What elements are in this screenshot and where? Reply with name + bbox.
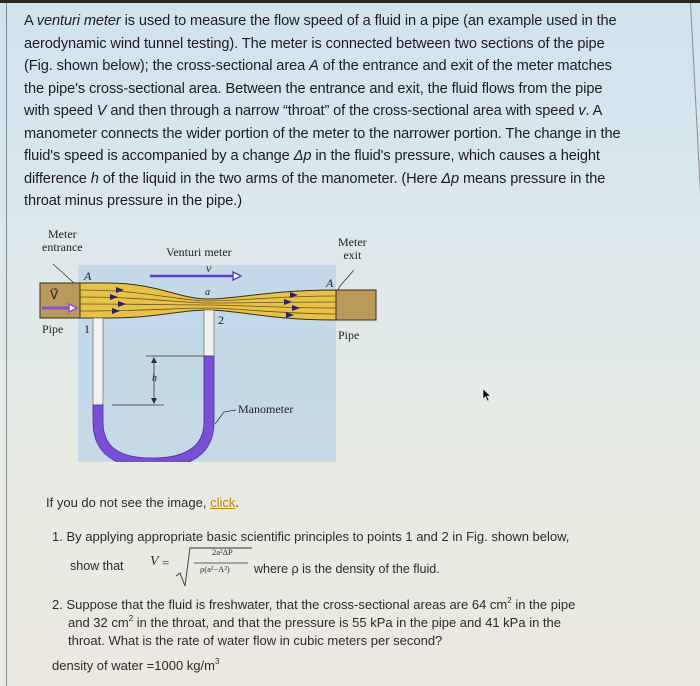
entrance-leader: [53, 264, 78, 283]
question-2: 2. Suppose that the fluid is freshwater, that the cross-sectional areas are 64 $cm^2$ in the pipe and 32 $cm^2$ in the throat, and that the pressure is 55 kPa in the pipe and 41 kPa in the throat. What is the rate of water flow in cubic meters per second?: [52, 596, 576, 648]
page-border-left: [6, 3, 7, 686]
image-fallback-note: If you do not see the image, click.: [46, 495, 239, 510]
label-h: h: [152, 373, 157, 384]
intro-line: aerodynamic wind tunnel testing). The meter is connected between two sections of the pipe: [24, 35, 605, 52]
label-point-1: 1: [84, 322, 90, 336]
label-area-left: A: [84, 269, 92, 283]
exit-leader: [338, 270, 354, 290]
label-meter-entrance: Meter entrance: [42, 227, 83, 254]
question-1: 1. By applying appropriate basic scientific principles to points 1 and 2 in Fig. shown below,: [52, 529, 570, 544]
label-point-2: 2: [218, 313, 224, 327]
label-manometer: Manometer: [238, 402, 294, 416]
label-pipe-left: Pipe: [42, 322, 64, 336]
intro-line: throat minus pressure in the pipe.): [24, 193, 242, 209]
intro-line: (Fig. shown below); the cross-sectional area A of the entrance and exit of the meter matches: [24, 58, 612, 74]
intro-paragraph: [24, 10, 684, 213]
mouse-cursor-icon: [482, 388, 492, 402]
label-big-v: V⃗: [50, 288, 59, 302]
manometer-right-arm: [204, 310, 214, 356]
intro-line: difference h of the liquid in the two arms of the manometer. (Here Δp means pressure in the: [24, 170, 606, 187]
label-pipe-right: Pipe: [338, 328, 360, 342]
intro-line: fluid's speed is accompanied by a change Δp in the fluid's pressure, which causes a height: [24, 148, 600, 164]
manometer-left-arm: [93, 318, 103, 405]
page-border-right: [690, 3, 700, 686]
pipe-right: [336, 290, 376, 320]
intro-line: A venturi meter is used to measure the flow speed of a fluid in a pipe (an example used in the: [24, 13, 617, 29]
label-throat-a: a: [205, 287, 210, 298]
intro-line: with speed V and then through a narrow “throat” of the cross-sectional area with speed v. A: [24, 103, 603, 119]
density-note: density of water =1000 $kg/m^3$: [52, 657, 220, 673]
problem-intro: [24, 10, 684, 213]
formula-denominator: ρ(a²−A²): [200, 564, 230, 574]
venturi-figure: [38, 226, 378, 462]
label-venturi-meter: Venturi meter: [166, 245, 232, 259]
intro-line: the pipe's cross-sectional area. Between the entrance and exit, the fluid flows from the pipe: [24, 80, 603, 97]
click-link[interactable]: click: [210, 495, 236, 510]
label-area-right: A: [326, 276, 334, 290]
screen-top-edge: [0, 0, 700, 3]
intro-line: manometer connects the wider portion of the meter to the narrower portion. The change in the: [24, 125, 621, 142]
pipe-left: [40, 283, 80, 318]
label-small-v: v⃗: [206, 261, 221, 275]
formula-numerator: 2a²ΔP: [212, 547, 233, 557]
question-1-formula: show that V = 2a²ΔP ρ(a²−A²) where ρ is the density of the fluid.: [70, 552, 630, 592]
label-meter-exit: Meter exit: [338, 235, 367, 262]
